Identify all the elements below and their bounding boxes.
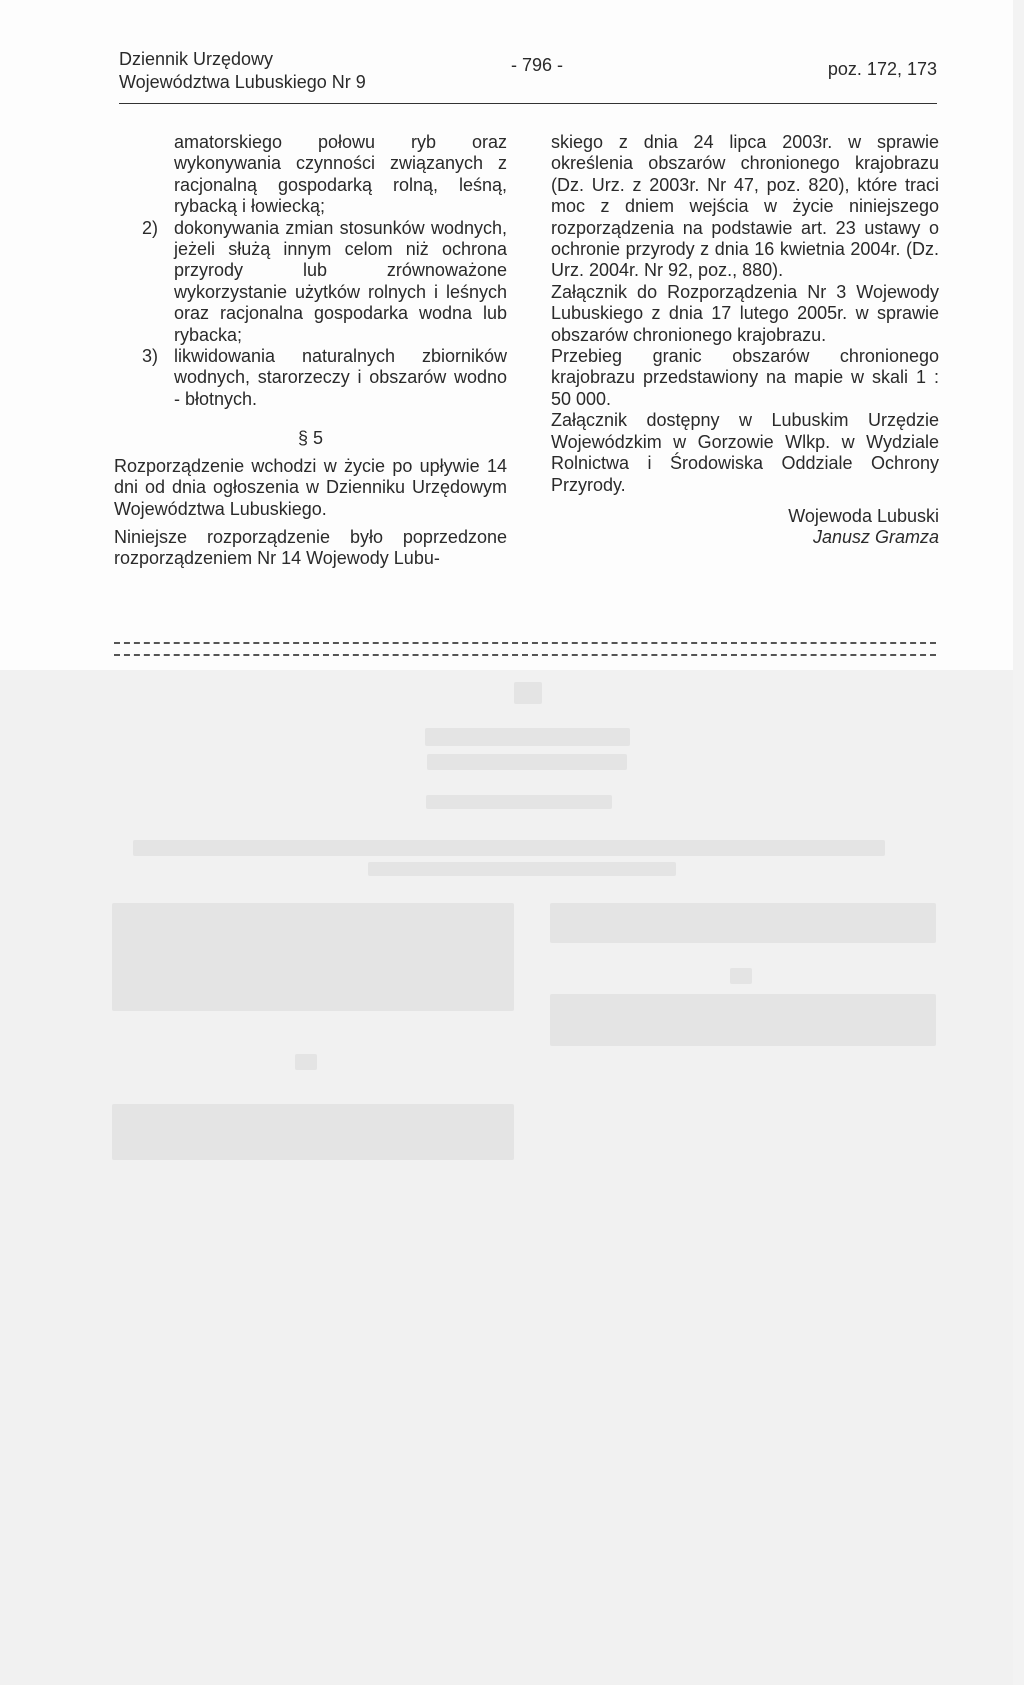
journal-title-line1: Dziennik Urzędowy	[119, 49, 274, 69]
signature-name: Janusz Gramza	[812, 527, 939, 548]
right-paragraph1: skiego z dnia 24 lipca 2003r. w sprawie określenia obszarów chronionego krajobrazu (Dz. Urz. z 2003r. Nr 47, poz. 820), które traci moc z dniem wejścia w życie niniejszego rozporządzenia na podstawie art. 23 ustawy o ochronie przyrody z dnia 16 kwietnia 2004r. (Dz. Urz. 2004r. Nr 92, poz., 880).	[551, 132, 939, 281]
position-reference: poz. 172, 173	[827, 59, 937, 79]
faded-mark	[550, 903, 936, 943]
list-item-2	[114, 218, 507, 346]
item2-number: 2)	[142, 217, 159, 238]
document-sheet	[0, 0, 1013, 670]
faded-mark	[730, 968, 752, 984]
faded-mark	[426, 795, 612, 809]
item3-text: likwidowania naturalnych zbiorników wodnych, starorzeczy i obszarów wodno - błotnych.	[174, 346, 507, 409]
faded-mark	[112, 903, 514, 1011]
page-header	[119, 48, 937, 104]
item1-continuation: amatorskiego połowu ryb oraz wykonywania czynności związanych z racjonalną gospodarką rolną, leśną, rybacką i łowiecką;	[174, 132, 507, 217]
item2-text: dokonywania zmian stosunków wodnych, jeżeli służą innym celom niż ochrona przyrody lub zrównoważone wykorzystanie użytków rolnych i leśnych oraz racjonalna gospodarka wodna lub rybacka;	[174, 217, 507, 345]
right-paragraph2: Załącznik do Rozporządzenia Nr 3 Wojewody Lubuskiego z dnia 17 lutego 2005r. w sprawie obszarów chronionego krajobrazu.	[551, 281, 939, 345]
faded-mark	[112, 1104, 514, 1160]
faded-mark	[550, 994, 936, 1046]
right-column	[551, 132, 939, 549]
double-dashed-separator	[114, 642, 936, 656]
journal-title-line2: Województwa Lubuskiego Nr 9	[119, 72, 366, 92]
faded-bleedthrough-area	[0, 670, 1013, 1685]
page-number: - 796 -	[511, 55, 564, 75]
faded-mark	[425, 728, 630, 746]
header-rule	[119, 103, 937, 104]
left-paragraph2: Niniejsze rozporządzenie było poprzedzone rozporządzeniem Nr 14 Wojewody Lubu-	[114, 526, 507, 569]
left-paragraph1: Rozporządzenie wchodzi w życie po upływie 14 dni od dnia ogłoszenia w Dzienniku Urzędowym Województwa Lubuskiego.	[114, 455, 507, 519]
faded-mark	[133, 840, 885, 856]
right-paragraph3: Przebieg granic obszarów chronionego krajobrazu przedstawiony na mapie w skali 1 : 50 000.	[551, 346, 939, 409]
left-column	[114, 132, 507, 570]
right-paragraph4: Załącznik dostępny w Lubuskim Urzędzie Wojewódzkim w Gorzowie Wlkp. w Wydziale Rolnictwa i Środowiska Oddziale Ochrony Przyrody.	[551, 410, 939, 495]
section-heading: § 5	[297, 428, 324, 449]
faded-mark	[295, 1054, 317, 1070]
list-item-3	[114, 346, 507, 410]
faded-mark	[427, 754, 627, 770]
faded-mark	[514, 682, 542, 704]
signature-title: Wojewoda Lubuski	[788, 505, 939, 526]
journal-title	[119, 48, 366, 94]
faded-mark	[368, 862, 676, 876]
item3-number: 3)	[142, 346, 159, 367]
